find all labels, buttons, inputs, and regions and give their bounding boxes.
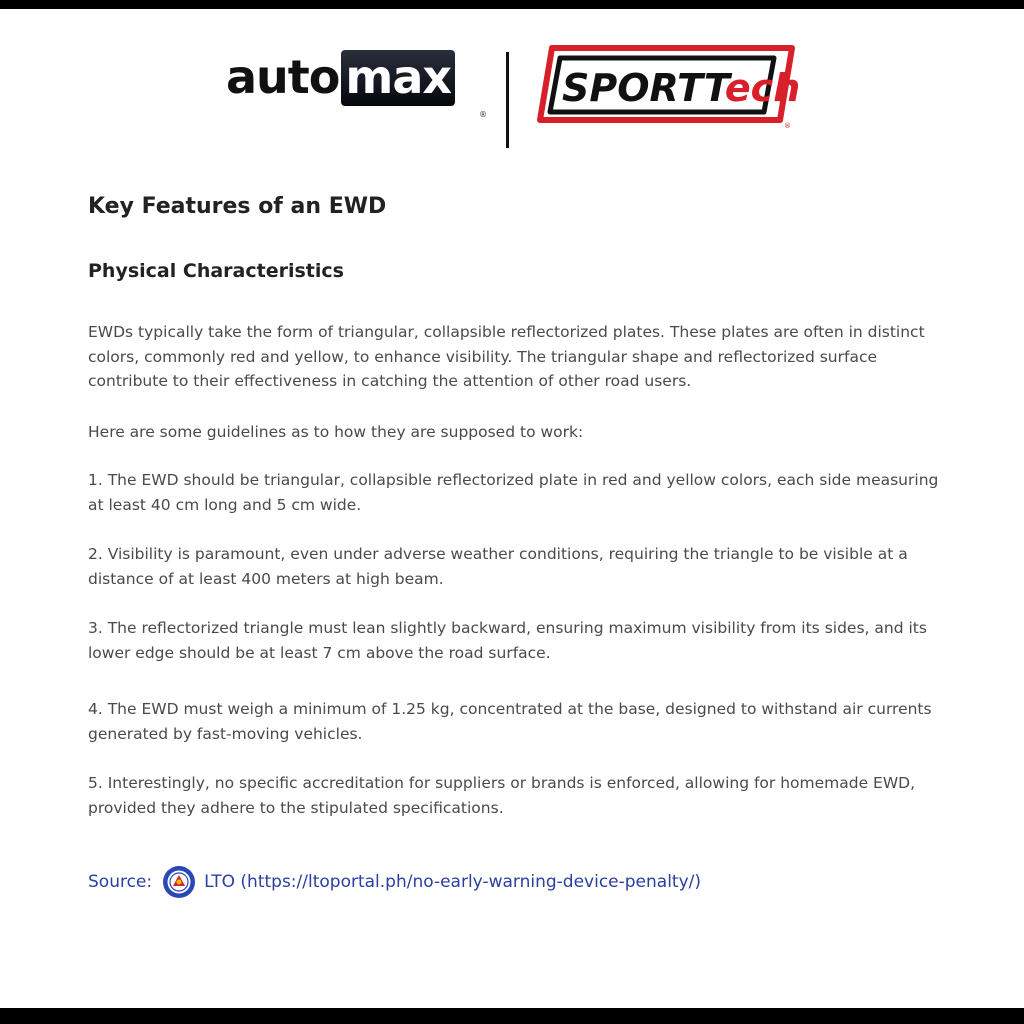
sportech-registered-mark: ® xyxy=(784,122,791,130)
bottom-border xyxy=(0,1008,1024,1024)
article-title: Key Features of an EWD xyxy=(88,194,387,219)
automax-logo xyxy=(226,50,455,104)
section-subtitle: Physical Characteristics xyxy=(88,260,344,282)
automax-logo-max: max xyxy=(341,50,455,106)
intro-paragraph: EWDs typically take the form of triangular, collapsible reflectorized plates. These plates are often in distinct colors, commonly red and yellow, to enhance visibility. The triangular shape and reflectorized surface contribute to their effectiveness in catching the attention of other road users. xyxy=(88,323,925,390)
sportech-logo-sport: SPORT xyxy=(562,66,704,110)
sportech-logo-ech: ech xyxy=(724,66,800,110)
brand-header xyxy=(0,26,1024,130)
automax-logo-auto: auto xyxy=(226,50,340,104)
lto-seal-icon xyxy=(162,865,196,899)
guideline-item: 5. Interestingly, no specific accreditation for suppliers or brands is enforced, allowing for homemade EWD, provided they adhere to the stipulated specifications. xyxy=(88,774,916,817)
guideline-item: 2. Visibility is paramount, even under adverse weather conditions, requiring the triangle to be visible at a distance of at least 400 meters at high beam. xyxy=(88,545,908,588)
logo-divider xyxy=(506,52,509,148)
sportech-logo-t: T xyxy=(703,66,725,110)
source-line xyxy=(88,864,701,900)
sportech-logo xyxy=(530,44,800,134)
guideline-item: 3. The reflectorized triangle must lean slightly backward, ensuring maximum visibility from its sides, and its lower edge should be at least 7 cm above the road surface. xyxy=(88,619,927,662)
guideline-item: 1. The EWD should be triangular, collapsible reflectorized plate in red and yellow colors, each side measuring at least 40 cm long and 5 cm wide. xyxy=(88,471,939,514)
source-label: Source: xyxy=(88,872,153,892)
svg-text:SPORTTech xyxy=(562,66,800,110)
guideline-item: 4. The EWD must weigh a minimum of 1.25 kg, concentrated at the base, designed to withstand air currents generated by fast-moving vehicles. xyxy=(88,700,932,743)
source-link[interactable]: LTO (https://ltoportal.ph/no-early-warning-device-penalty/) xyxy=(204,872,702,892)
guidelines-lead: Here are some guidelines as to how they are supposed to work: xyxy=(88,423,584,441)
registered-mark: ® xyxy=(479,110,487,119)
top-border xyxy=(0,0,1024,9)
